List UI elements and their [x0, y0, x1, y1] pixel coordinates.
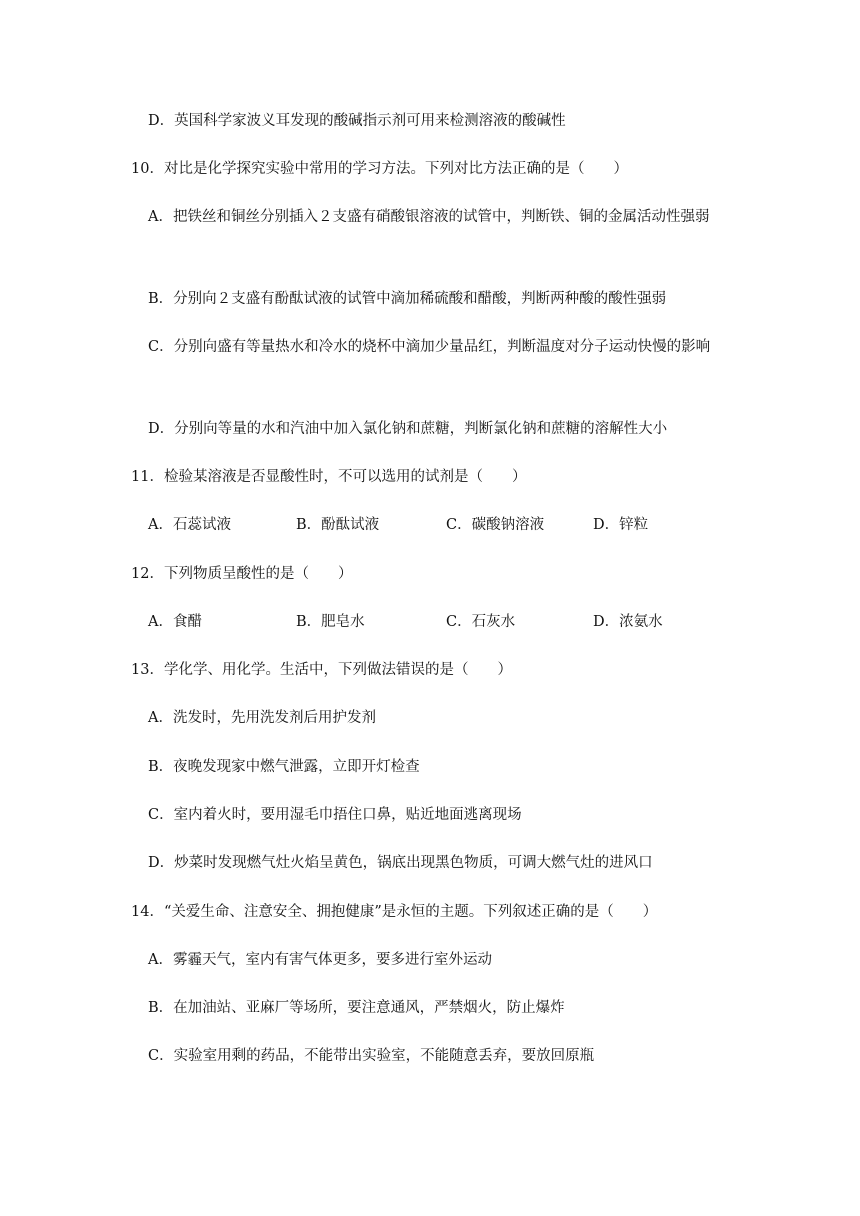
question-12-stem: 12．下列物质呈酸性的是（ ） [131, 566, 353, 582]
question-10-option-a: A．把铁丝和铜丝分别插入２支盛有硝酸银溶液的试管中，判断铁、铜的金属活动性强弱 [148, 209, 710, 225]
question-12-option-c: C．石灰水 [446, 614, 516, 630]
question-11-stem: 11．检验某溶液是否显酸性时，不可以选用的试剂是（ ） [131, 469, 527, 485]
question-11-option-a: A．石蕊试液 [148, 517, 231, 533]
question-10-option-c: C．分别向盛有等量热水和冷水的烧杯中滴加少量品红，判断温度对分子运动快慢的影响 [148, 339, 711, 355]
question-14-option-c: C．实验室用剩的药品，不能带出实验室，不能随意丢弃，要放回原瓶 [148, 1048, 595, 1064]
question-11-option-b: B．酚酞试液 [296, 517, 380, 533]
question-12-option-d: D．浓氨水 [593, 614, 663, 630]
question-13-stem: 13．学化学、用化学。生活中，下列做法错误的是（ ） [131, 662, 512, 678]
question-10-option-d: D．分别向等量的水和汽油中加入氯化钠和蔗糖，判断氯化钠和蔗糖的溶解性大小 [148, 421, 668, 437]
question-14-option-a: A．雾霾天气，室内有害气体更多，要多进行室外运动 [148, 952, 492, 968]
question-11-option-d: D．锌粒 [593, 517, 649, 533]
question-13-option-a: A．洗发时，先用洗发剂后用护发剂 [148, 710, 376, 726]
question-10-stem: 10．对比是化学探究实验中常用的学习方法。下列对比方法正确的是（ ） [131, 161, 628, 177]
question-13-option-b: B．夜晚发现家中燃气泄露，立即开灯检查 [148, 759, 420, 775]
question-12-option-b: B．肥皂水 [296, 614, 365, 630]
question-13-option-d: D．炒菜时发现燃气灶火焰呈黄色，锅底出现黑色物质，可调大燃气灶的进风口 [148, 855, 653, 871]
question-14-stem: 14．“关爱生命、注意安全、拥抱健康”是永恒的主题。下列叙述正确的是（ ） [131, 904, 658, 920]
question-11-option-c: C．碳酸钠溶液 [446, 517, 545, 533]
q9-option-d: D．英国科学家波义耳发现的酸碱指示剂可用来检测溶液的酸碱性 [148, 113, 566, 129]
question-14-option-b: B．在加油站、亚麻厂等场所，要注意通风，严禁烟火，防止爆炸 [148, 1000, 565, 1016]
question-13-option-c: C．室内着火时，要用湿毛巾捂住口鼻，贴近地面逃离现场 [148, 807, 522, 823]
question-12-option-a: A．食醋 [148, 614, 202, 630]
question-10-option-b: B．分别向２支盛有酚酞试液的试管中滴加稀硫酸和醋酸，判断两种酸的酸性强弱 [148, 291, 667, 307]
